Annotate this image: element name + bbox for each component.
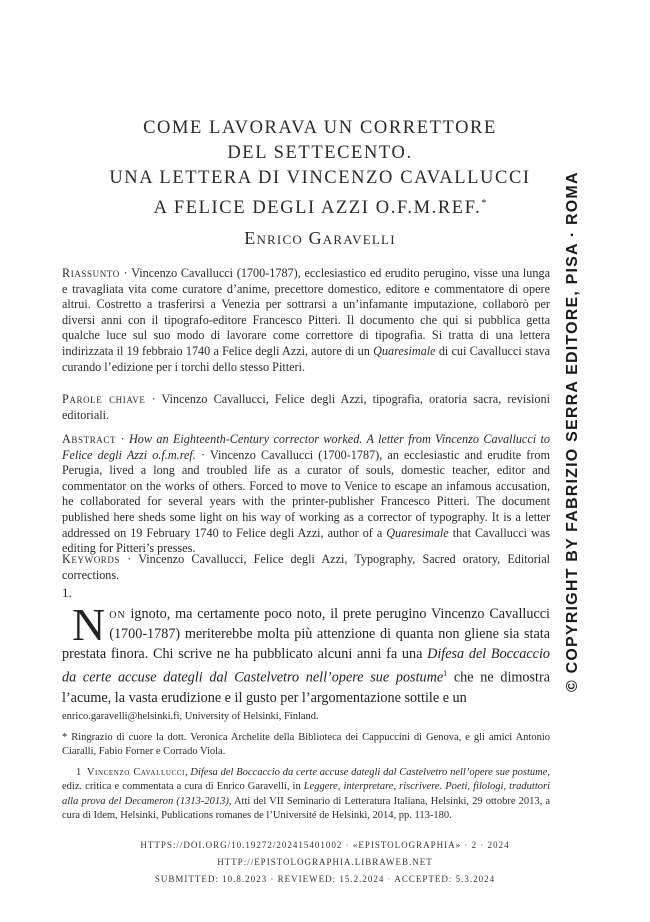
- copyright-sidebar: [560, 171, 590, 692]
- abstract-text: · Vincenzo Cavallucci (1700-1787), an ecclesiastic and erudite from Perugia, lived a long and troubled life as a curator of souls, domestic teacher, editor and commentator on the works of others. Forced to move to Venice to escape an infamous accusation, he collaborated for several years with the printer-publisher Francesco Pitteri. The document published here sheds some light on his way of working as a corrector of typography. It is a letter addressed on 19 February 1740 to Felice degli Azzi, author of a: [62, 447, 550, 540]
- footer-url: HTTP://EPISTOLOGRAPHIA.LIBRAWEB.NET: [217, 857, 433, 867]
- footnote-1-title: Difesa del Boccaccio da certe accuse dategli dal Castelvetro nell’opere sue postume: [190, 767, 548, 778]
- parole-chiave-label: Parole chiave: [62, 392, 146, 406]
- section-number: 1.: [62, 585, 72, 600]
- title-line: [60, 191, 580, 221]
- abstract-sep: ·: [116, 432, 129, 446]
- title-line: UNA LETTERA DI VINCENZO CAVALLUCCI: [109, 168, 531, 188]
- riassunto-tail: di cui Cavallucci stava curando l’edizione per i torchi dello stesso Pitteri.: [62, 343, 550, 374]
- footnote-1-text: , ediz. critica e commentata a cura di Enrico Garavelli, in: [62, 767, 551, 793]
- parole-chiave-block: [62, 392, 550, 423]
- abstract-label: Abstract: [62, 432, 117, 446]
- keywords-text: · Vincenzo Cavallucci, Felice degli Azzi, Typography, Sacred oratory, Editorial corrections.: [62, 552, 550, 582]
- abstract-block: [62, 432, 550, 557]
- body-text: ignoto, ma certamente poco noto, il prete perugino Vincenzo Cavallucci (1700-1787) meriterebbe molta più attenzione di quanta non gliene sia stata prestata finora. Chi scrive ne ha pubblicato alcuni anni fa una: [62, 606, 550, 662]
- riassunto-italic: Quaresimale: [373, 343, 436, 358]
- parole-chiave-text: · Vincenzo Cavallucci, Felice degli Azzi, tipografia, oratoria sacra, revisioni editoriali.: [62, 392, 550, 422]
- footnote-1-sep: ,: [184, 767, 191, 778]
- body-smallcaps: on: [109, 606, 126, 622]
- author-name: Enrico Garavelli: [244, 228, 396, 248]
- title-line: COME LAVORAVA UN CORRETTORE: [143, 118, 497, 138]
- body-paragraph: [62, 599, 551, 708]
- body-italic-title: Difesa del Boccaccio da certe accuse dategli dal Castelvetro nell’opere sue postume: [62, 646, 551, 686]
- footnote-1-author: Vincenzo Cavallucci: [86, 767, 185, 778]
- footnote-ref: 1: [443, 669, 448, 678]
- body-text: che ne dimostra l’acume, la vasta erudizione e il gusto per l’argomentazione sottile e un: [62, 669, 550, 706]
- footnote-star: * Ringrazio di cuore la dott. Veronica Archelite della Biblioteca dei Cappuccini di Genova, e gli amici Antonio Ciaralli, Fabio Forner e Corrado Viola.: [62, 732, 550, 758]
- footnote-1-title2: Leggere, interpretare, riscrivere. Poeti, filologi, traduttori alla prova del Decameron (1313-2013): [62, 781, 550, 807]
- footer-dates: SUBMITTED: 10.8.2023 · REVIEWED: 15.2.2024 · ACCEPTED: 5.3.2024: [154, 874, 496, 884]
- riassunto-label: Riassunto: [62, 266, 120, 280]
- title-footnote-mark: *: [481, 198, 487, 209]
- title-line: DEL SETTECENTO.: [227, 143, 413, 163]
- footer-doi: HTTPS://DOI.ORG/10.19272/202415401002 · «EPISTOLOGRAPHIA» · 2 · 2024: [140, 840, 510, 850]
- keywords-label: Keywords: [62, 552, 121, 566]
- copyright-notice: © COPYRIGHT BY FABRIZIO SERRA EDITORE, PISA · ROMA: [564, 171, 581, 692]
- abstract-title: How an Eighteenth-Century corrector worked. A letter from Vincenzo Cavallucci to Felice degli Azzi o.f.m.ref.: [62, 432, 550, 462]
- riassunto-block: [62, 266, 550, 375]
- abstract-italic: Quaresimale: [386, 525, 449, 540]
- abstract-tail: that Cavallucci was editing for Pitteri’s presses.: [62, 525, 550, 556]
- footnote-1-number: 1: [76, 767, 82, 778]
- drop-cap: N: [72, 599, 106, 650]
- footnote-1-text2: , Atti del VII Seminario di Letteratura Italiana, Helsinki, 29 ottobre 2013, a cura di Idem, Helsinki, Publications romanes de l’Université de Helsinki, 2014, pp. 113-180.: [62, 795, 550, 821]
- author-affiliation: enrico.garavelli@helsinki.fi, University of Helsinki, Finland.: [62, 711, 319, 722]
- article-title: [60, 116, 580, 221]
- title-line-text: A FELICE DEGLI AZZI O.F.M.REF.: [153, 198, 482, 219]
- keywords-block: [62, 552, 550, 583]
- riassunto-text: · Vincenzo Cavallucci (1700-1787), ecclesiastico ed erudito perugino, visse una lunga e travagliata vita come curatore d’anime, precettore domestico, editore e commentatore di opere altrui. Costretto a trasferirsi a Venezia per sottrarsi a un’infamante imputazione, collaborò per diversi anni con il tipografo-editore Francesco Pitteri. Il documento che qui si pubblica getta qualche luce sul suo modo di lavorare come correttore di tipografia. Si tratta di una lettera indirizzata il 19 febbraio 1740 a Felice degli Azzi, autore di un: [62, 266, 550, 358]
- footnote-1: [62, 766, 550, 823]
